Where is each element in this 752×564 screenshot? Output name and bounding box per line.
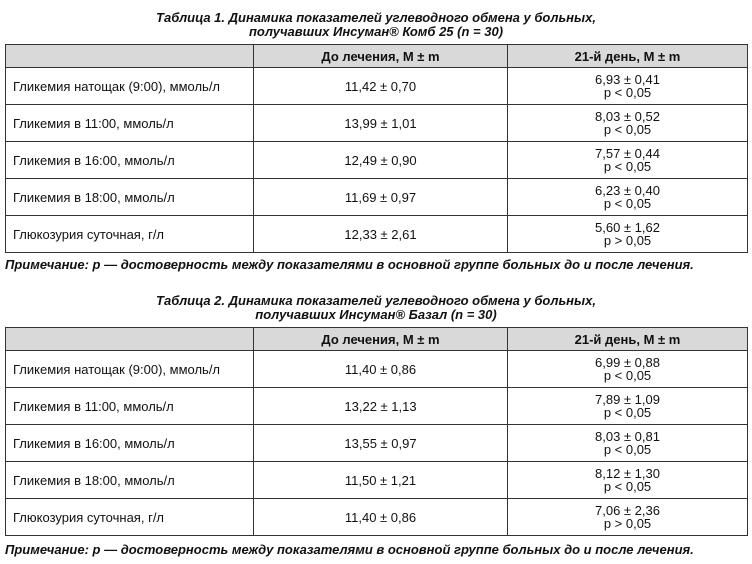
after-cell <box>508 499 748 536</box>
before-value: 11,40 ± 0,86 <box>254 351 508 388</box>
p-value: p < 0,05 <box>603 442 652 457</box>
after-value: 8,03 ± 0,52 <box>595 109 660 124</box>
row-label: Глюкозурия суточная, г/л <box>6 499 254 536</box>
before-value: 13,22 ± 1,13 <box>254 388 508 425</box>
p-value: p < 0,05 <box>603 368 652 383</box>
p-value: p < 0,05 <box>603 405 652 420</box>
after-cell <box>508 462 748 499</box>
after-cell <box>508 351 748 388</box>
before-value: 13,99 ± 1,01 <box>254 105 508 142</box>
after-cell <box>508 105 748 142</box>
table-row <box>6 68 748 105</box>
table-1-caption-line-1: Таблица 1. Динамика показателей углеводного обмена у больных, <box>156 10 596 25</box>
table-2-note: Примечание: p — достоверность между показателями в основной группе больных до и после лечения. <box>5 542 694 557</box>
before-value: 12,49 ± 0,90 <box>254 142 508 179</box>
before-value: 11,50 ± 1,21 <box>254 462 508 499</box>
table-1-caption-line-2: получавших Инсуман® Комб 25 (n = 30) <box>248 24 504 39</box>
table-1-header-row <box>6 45 748 68</box>
table-2-caption <box>0 294 752 322</box>
table-1 <box>5 44 748 253</box>
p-value: p < 0,05 <box>603 122 652 137</box>
p-value: p > 0,05 <box>603 516 652 531</box>
after-cell <box>508 388 748 425</box>
row-label: Гликемия в 11:00, ммоль/л <box>6 105 254 142</box>
row-label: Гликемия натощак (9:00), ммоль/л <box>6 68 254 105</box>
table-1-header-before: До лечения, M ± m <box>254 45 508 68</box>
table-2-header-after: 21-й день, M ± m <box>508 328 748 351</box>
table-row <box>6 499 748 536</box>
row-label: Гликемия в 16:00, ммоль/л <box>6 425 254 462</box>
table-1-header-blank <box>6 45 254 68</box>
p-value: p > 0,05 <box>603 233 652 248</box>
after-cell <box>508 68 748 105</box>
table-2-caption-line-2: получавших Инсуман® Базал (n = 30) <box>255 307 497 322</box>
table-1-caption <box>0 11 752 39</box>
after-value: 6,99 ± 0,88 <box>595 355 660 370</box>
table-row <box>6 179 748 216</box>
row-label: Гликемия натощак (9:00), ммоль/л <box>6 351 254 388</box>
p-value: p < 0,05 <box>603 159 652 174</box>
after-value: 8,12 ± 1,30 <box>595 466 660 481</box>
table-row <box>6 351 748 388</box>
after-value: 5,60 ± 1,62 <box>595 220 660 235</box>
before-value: 11,42 ± 0,70 <box>254 68 508 105</box>
after-value: 6,23 ± 0,40 <box>595 183 660 198</box>
table-row <box>6 142 748 179</box>
after-value: 7,57 ± 0,44 <box>595 146 660 161</box>
after-cell <box>508 425 748 462</box>
after-value: 7,06 ± 2,36 <box>595 503 660 518</box>
row-label: Гликемия в 18:00, ммоль/л <box>6 179 254 216</box>
after-value: 8,03 ± 0,81 <box>595 429 660 444</box>
after-value: 7,89 ± 1,09 <box>595 392 660 407</box>
table-row <box>6 105 748 142</box>
before-value: 11,69 ± 0,97 <box>254 179 508 216</box>
table-row <box>6 425 748 462</box>
p-value: p < 0,05 <box>603 196 652 211</box>
row-label: Гликемия в 11:00, ммоль/л <box>6 388 254 425</box>
table-1-header-after: 21-й день, M ± m <box>508 45 748 68</box>
row-label: Глюкозурия суточная, г/л <box>6 216 254 253</box>
after-value: 6,93 ± 0,41 <box>595 72 660 87</box>
table-row <box>6 462 748 499</box>
table-2-caption-line-1: Таблица 2. Динамика показателей углеводного обмена у больных, <box>156 293 596 308</box>
table-2-header-row <box>6 328 748 351</box>
p-value: p < 0,05 <box>603 479 652 494</box>
before-value: 12,33 ± 2,61 <box>254 216 508 253</box>
after-cell <box>508 142 748 179</box>
before-value: 13,55 ± 0,97 <box>254 425 508 462</box>
table-2-header-blank <box>6 328 254 351</box>
row-label: Гликемия в 16:00, ммоль/л <box>6 142 254 179</box>
row-label: Гликемия в 18:00, ммоль/л <box>6 462 254 499</box>
table-row <box>6 216 748 253</box>
table-1-note: Примечание: p — достоверность между показателями в основной группе больных до и после лечения. <box>5 257 694 272</box>
p-value: p < 0,05 <box>603 85 652 100</box>
after-cell <box>508 179 748 216</box>
table-2-header-before: До лечения, M ± m <box>254 328 508 351</box>
table-row <box>6 388 748 425</box>
before-value: 11,40 ± 0,86 <box>254 499 508 536</box>
table-2 <box>5 327 748 536</box>
after-cell <box>508 216 748 253</box>
